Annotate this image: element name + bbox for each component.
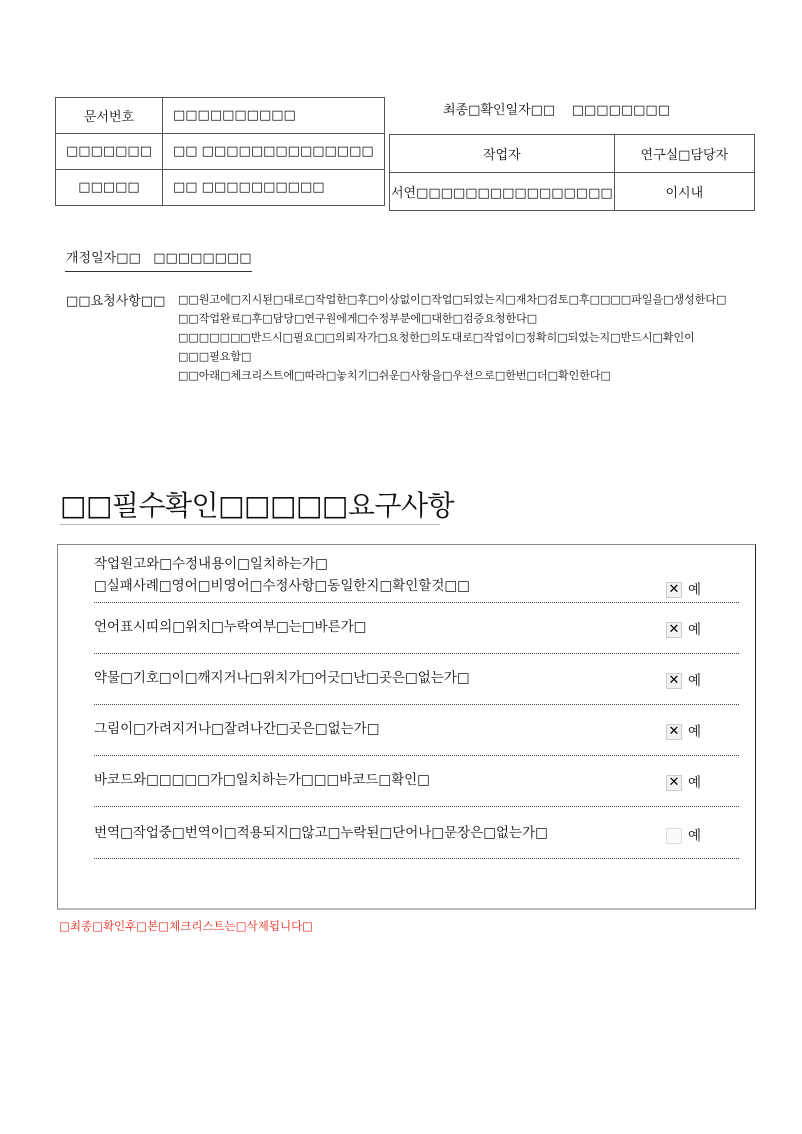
table-row — [56, 98, 385, 134]
revision-date — [66, 247, 251, 266]
footnote-warning: □최종□확인후□본□체크리스트는□삭제됩니다□ — [59, 919, 314, 933]
checklist-item — [94, 665, 739, 705]
final-confirm-value: □□□□□□□□ — [571, 103, 670, 118]
checklist-box — [57, 544, 756, 910]
checklist-item — [94, 716, 739, 756]
lab-manager-value: 이시내 — [614, 173, 754, 211]
signature-table — [389, 134, 755, 211]
yes-label: 예 — [687, 828, 701, 844]
checklist-answer[interactable] — [666, 619, 701, 641]
checklist-item-text: 바코드와□□□□□가□일치하는가□□□바코드□확인□ — [94, 772, 430, 788]
document-info-table — [55, 97, 385, 206]
checkbox-unchecked[interactable] — [666, 828, 682, 844]
final-confirm-date — [443, 99, 670, 118]
yes-label: 예 — [687, 775, 701, 791]
request-line: □□□필요함□ — [178, 350, 252, 363]
request-line: □□원고에□지시된□대로□작업한□후□이상없이□작업□되었는지□재차□검토□후□□□□파일을□생성한다□ — [178, 293, 727, 306]
table-row — [390, 173, 755, 211]
checklist-item-text: 언어표시띠의□위치□누락여부□는□바른가□ — [94, 619, 367, 635]
yes-label: 예 — [687, 622, 701, 638]
request-line: □□아래□체크리스트에□따라□놓치기□쉬운□사항을□우선으로□한번□더□확인한다□ — [178, 369, 611, 382]
doc-number-value: □□□□□□□□□□ — [162, 98, 384, 134]
final-confirm-label: 최종□확인일자□□ — [443, 103, 556, 118]
lab-manager-header: 연구실□담당자 — [614, 135, 754, 173]
revision-label: 개정일자□□ — [66, 251, 141, 266]
checkbox-checked[interactable]: ✕ — [666, 673, 682, 689]
requests-list — [178, 290, 726, 385]
section-title: □□필수확인□□□□□요구사항 — [60, 489, 455, 522]
worker-value: 서연□□□□□□□□□□□□□□□□ — [390, 173, 615, 211]
info-label: □□□□□ — [56, 170, 163, 206]
checkbox-checked[interactable]: ✕ — [666, 724, 682, 740]
checklist-item-subtext: □실패사례□영어□비영어□수정사항□동일한지□확인할것□□ — [94, 578, 470, 594]
info-value: □□ □□□□□□□□□□ — [162, 170, 384, 206]
checklist-item-text: 약물□기호□이□깨지거나□위치가□어긋□난□곳은□없는가□ — [94, 670, 470, 686]
checklist-answer[interactable] — [666, 825, 701, 847]
doc-number-label: 문서번호 — [56, 98, 163, 134]
yes-label: 예 — [687, 673, 701, 689]
checklist-answer[interactable] — [666, 721, 701, 743]
yes-label: 예 — [687, 582, 701, 598]
info-label: □□□□□□□ — [56, 134, 163, 170]
table-row — [56, 134, 385, 170]
checkbox-checked[interactable]: ✕ — [666, 775, 682, 791]
checklist-item — [94, 820, 739, 859]
info-value: □□ □□□□□□□□□□□□□□ — [162, 134, 384, 170]
checkbox-checked[interactable]: ✕ — [666, 622, 682, 638]
request-line: □□작업완료□후□담당□연구원에게□수정부분에□대한□검증요청한다□ — [178, 312, 538, 325]
checklist-item-text: 번역□작업중□번역이□적용되지□않고□누락된□단어나□문장은□없는가□ — [94, 825, 548, 841]
revision-value: □□□□□□□□ — [153, 251, 252, 266]
checkbox-checked[interactable]: ✕ — [666, 582, 682, 598]
checklist-item — [94, 553, 739, 603]
checklist-item — [94, 614, 739, 654]
checklist-answer[interactable] — [666, 579, 701, 601]
checklist-item — [94, 767, 739, 807]
table-row — [56, 170, 385, 206]
checklist-answer[interactable] — [666, 670, 701, 692]
checklist-answer[interactable] — [666, 772, 701, 794]
table-header-row — [390, 135, 755, 173]
worker-header: 작업자 — [390, 135, 615, 173]
yes-label: 예 — [687, 724, 701, 740]
section-underline — [60, 524, 440, 525]
checklist-item-text: 그림이□가려지거나□잘려나간□곳은□없는가□ — [94, 721, 380, 737]
requests-label: □□요청사항□□ — [66, 294, 166, 309]
revision-underline — [65, 271, 252, 272]
request-line: □□□□□□□반드시□필요□□의뢰자가□요청한□의도대로□작업이□정확히□되었는지□반드시□확인이 — [178, 331, 695, 344]
checklist-item-text: 작업원고와□수정내용이□일치하는가□ — [94, 556, 328, 572]
